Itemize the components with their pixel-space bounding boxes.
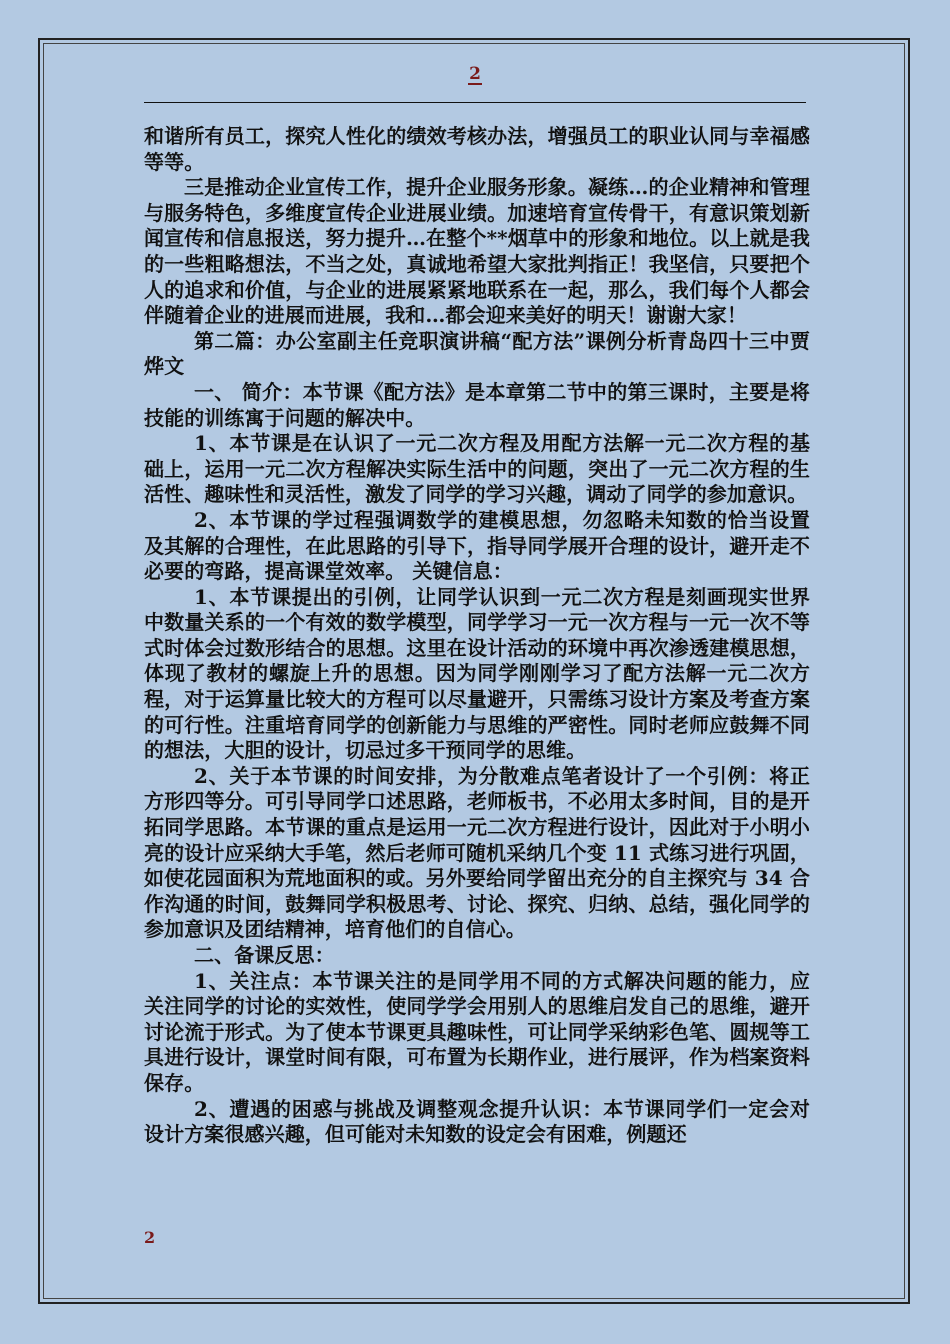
paragraph-publicity: 三是推动企业宣传工作，提升企业服务形象。凝练…的企业精神和管理与服务特色，多维度宣传企业进展业绩。加速培育宣传骨干，有意识策划新闻宣传和信息报送，努力提升…在整个**烟草中的形象和地位。以上就是我的一些粗略想法，不当之处，真诚地希望大家批判指正！我坚信，只要把个人的追求和价值，与企业的进展紧紧地联系在一起，那么，我们每个人都会伴随着企业的进展而进展，我和…都会迎来美好的明天！谢谢大家！ <box>144 175 810 328</box>
paragraph-key-item-1: 1、本节课提出的引例，让同学认识到一元二次方程是刻画现实世界中数量关系的一个有效的数学模型，同学学习一元一次方程与一元一次不等式时体会过数形结合的思想。这里在设计活动的环境中再次渗透建模思想，体现了教材的螺旋上升的思想。因为同学刚刚学习了配方法解一元二次方程，对于运算量比较大的方程可以尽量避开，只需练习设计方案及考查方案的可行性。注重培育同学的创新能力与思维的严密性。同时老师应鼓舞不同的想法，大胆的设计，切忌过多干预同学的思维。 <box>144 584 810 763</box>
header-page-number-text: 2 <box>469 64 481 84</box>
paragraph-intro-item-1: 1、本节课是在认识了一元二次方程及用配方法解一元二次方程的基础上，运用一元二次方程解决实际生活中的问题，突出了一元二次方程的生活性、趣味性和灵活性，激发了同学的学习兴趣，调动了同学的参加意识。 <box>144 431 810 507</box>
header-rule <box>144 102 806 103</box>
paragraph-reflection-item-1: 1、关注点：本节课关注的是同学用不同的方式解决问题的能力，应关注同学的讨论的实效性，使同学学会用别人的思维启发自己的思维，避开讨论流于形式。为了使本节课更具趣味性，可让同学采纳彩色笔、圆规等工具进行设计，课堂时间有限，可布置为长期作业，进行展评，作为档案资料保存。 <box>144 968 810 1095</box>
document-body <box>144 124 810 1148</box>
paragraph-intro: 一、 简介：本节课《配方法》是本章第二节中的第三课时，主要是将技能的训练寓于问题的解决中。 <box>144 379 810 430</box>
paragraph-second-article-title: 第二篇：办公室副主任竞职演讲稿“配方法”课例分析青岛四十三中贾烨文 <box>144 328 810 379</box>
footer-page-number: 2 <box>144 1228 156 1247</box>
header-page-number <box>0 64 950 85</box>
paragraph-intro-item-2: 2、本节课的学过程强调数学的建模思想，勿忽略未知数的恰当设置及其解的合理性，在此思路的引导下，指导同学展开合理的设计，避开走不必要的弯路，提高课堂效率。 关键信息： <box>144 507 810 584</box>
paragraph-reflection-item-2: 2、遭遇的困惑与挑战及调整观念提升认识：本节课同学们一定会对设计方案很感兴趣，但可能对未知数的设定会有困难，例题还 <box>144 1096 810 1147</box>
paragraph-continuation: 和谐所有员工，探究人性化的绩效考核办法，增强员工的职业认同与幸福感等等。 <box>144 124 810 174</box>
paragraph-key-item-2: 2、关于本节课的时间安排，为分散难点笔者设计了一个引例：将正方形四等分。可引导同学口述思路，老师板书，不必用太多时间，目的是开拓同学思路。本节课的重点是运用一元二次方程进行设计，因此对于小明小亮的设计应采纳大手笔，然后老师可随机采纳几个变 11 式练习进行巩固，如使花园面积为荒地面积的或。另外要给同学留出充分的自主探究与 34 合作沟通的时间，鼓舞同学积极思考、讨论、探究、归纳、总结，强化同学的参加意识及团结精神，培育他们的自信心。 <box>144 763 810 942</box>
paragraph-reflection-heading: 二、备课反思： <box>194 943 335 967</box>
